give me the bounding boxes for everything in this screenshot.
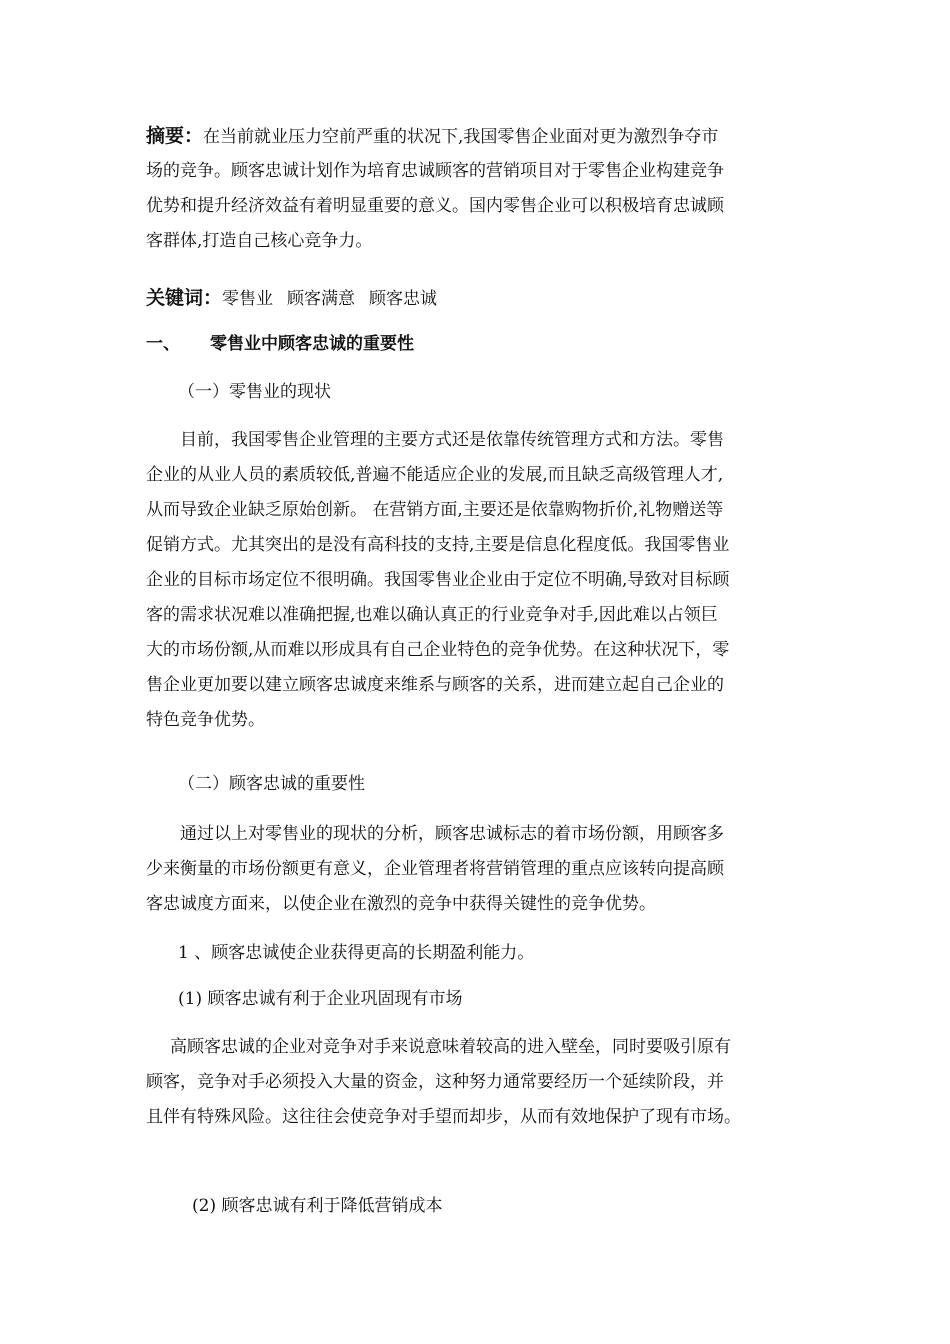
abstract-line-3: 优势和提升经济效益有着明显重要的意义。国内零售企业可以积极培育忠诚顾 bbox=[146, 196, 724, 216]
keyword-2: 顾客满意 bbox=[287, 289, 356, 309]
keywords-label: 关键词： bbox=[146, 287, 223, 309]
item1-line-2: 顾客，竞争对手必须投入大量的资金，这种努力通常要经历一个延续阶段，并 bbox=[146, 1072, 724, 1092]
abstract-text-1: 在当前就业压力空前严重的状况下,我国零售企业面对更为激烈争夺市 bbox=[203, 127, 719, 147]
sub2-line-3: 客忠诚度方面来，以使企业在激烈的竞争中获得关键性的竞争优势。 bbox=[146, 894, 656, 914]
item-1-paragraph bbox=[146, 1030, 826, 1135]
item-1-title: (1) 顾客忠诚有利于企业巩固现有市场 bbox=[178, 989, 463, 1009]
keyword-3: 顾客忠诚 bbox=[369, 289, 438, 309]
sub1-line-1: 目前，我国零售企业管理的主要方式还是依靠传统管理方式和方法。零售 bbox=[180, 430, 724, 450]
subsection-1-paragraph bbox=[146, 423, 826, 738]
item1-line-1: 高顾客忠诚的企业对竞争对手来说意味着较高的进入壁垒，同时要吸引原有 bbox=[170, 1037, 731, 1057]
sub2-line-1: 通过以上对零售业的现状的分析，顾客忠诚标志的着市场份额，用顾客多 bbox=[180, 824, 724, 844]
section-1-heading bbox=[146, 332, 414, 356]
item1-line-3: 且伴有特殊风险。这往往会使竞争对手望而却步，从而有效地保护了现有市场。 bbox=[146, 1107, 741, 1127]
section-1-title: 零售业中顾客忠诚的重要性 bbox=[210, 334, 414, 354]
keyword-1: 零售业 bbox=[222, 289, 274, 309]
sub1-line-8: 售企业更加要以建立顾客忠诚度来维系与顾客的关系，进而建立起自己企业的 bbox=[146, 675, 724, 695]
point-1-title: 1 、顾客忠诚使企业获得更高的长期盈利能力。 bbox=[178, 943, 535, 963]
subsection-1-title: （一）零售业的现状 bbox=[178, 382, 331, 402]
sub1-line-4: 促销方式。尤其突出的是没有高科技的支持,主要是信息化程度低。我国零售业 bbox=[146, 535, 730, 555]
sub1-line-7: 大的市场份额,从而难以形成具有自己企业特色的竞争优势。在这种状况下，零 bbox=[146, 640, 730, 660]
sub2-line-2: 少来衡量的市场份额更有意义，企业管理者将营销管理的重点应该转向提高顾 bbox=[146, 859, 724, 879]
sub1-line-2: 企业的从业人员的素质较低,普遍不能适应企业的发展,而且缺乏高级管理人才, bbox=[146, 465, 724, 485]
sub1-line-9: 特色竞争优势。 bbox=[146, 710, 265, 730]
subsection-2-title: （二）顾客忠诚的重要性 bbox=[178, 774, 365, 794]
item-2-title: (2) 顾客忠诚有利于降低营销成本 bbox=[192, 1196, 443, 1216]
abstract-label: 摘要： bbox=[146, 125, 204, 147]
sub1-line-6: 客的需求状况难以准确把握,也难以确认真正的行业竞争对手,因此难以占领巨 bbox=[146, 605, 718, 625]
sub1-line-3: 从而导致企业缺乏原始创新。 在营销方面,主要还是依靠购物折价,礼物赠送等 bbox=[146, 500, 724, 520]
abstract-line-4: 客群体,打造自己核心竞争力。 bbox=[146, 231, 373, 251]
abstract-line-2: 场的竞争。顾客忠诚计划作为培育忠诚顾客的营销项目对于零售企业构建竞争 bbox=[146, 161, 724, 181]
abstract-line-1 bbox=[146, 119, 826, 154]
sub1-line-5: 企业的目标市场定位不很明确。我国零售业企业由于定位不明确,导致对目标顾 bbox=[146, 570, 730, 590]
section-1-number: 一、 bbox=[146, 334, 180, 354]
subsection-2-paragraph bbox=[146, 817, 826, 922]
abstract-block bbox=[146, 119, 826, 259]
keywords-line bbox=[146, 286, 451, 311]
